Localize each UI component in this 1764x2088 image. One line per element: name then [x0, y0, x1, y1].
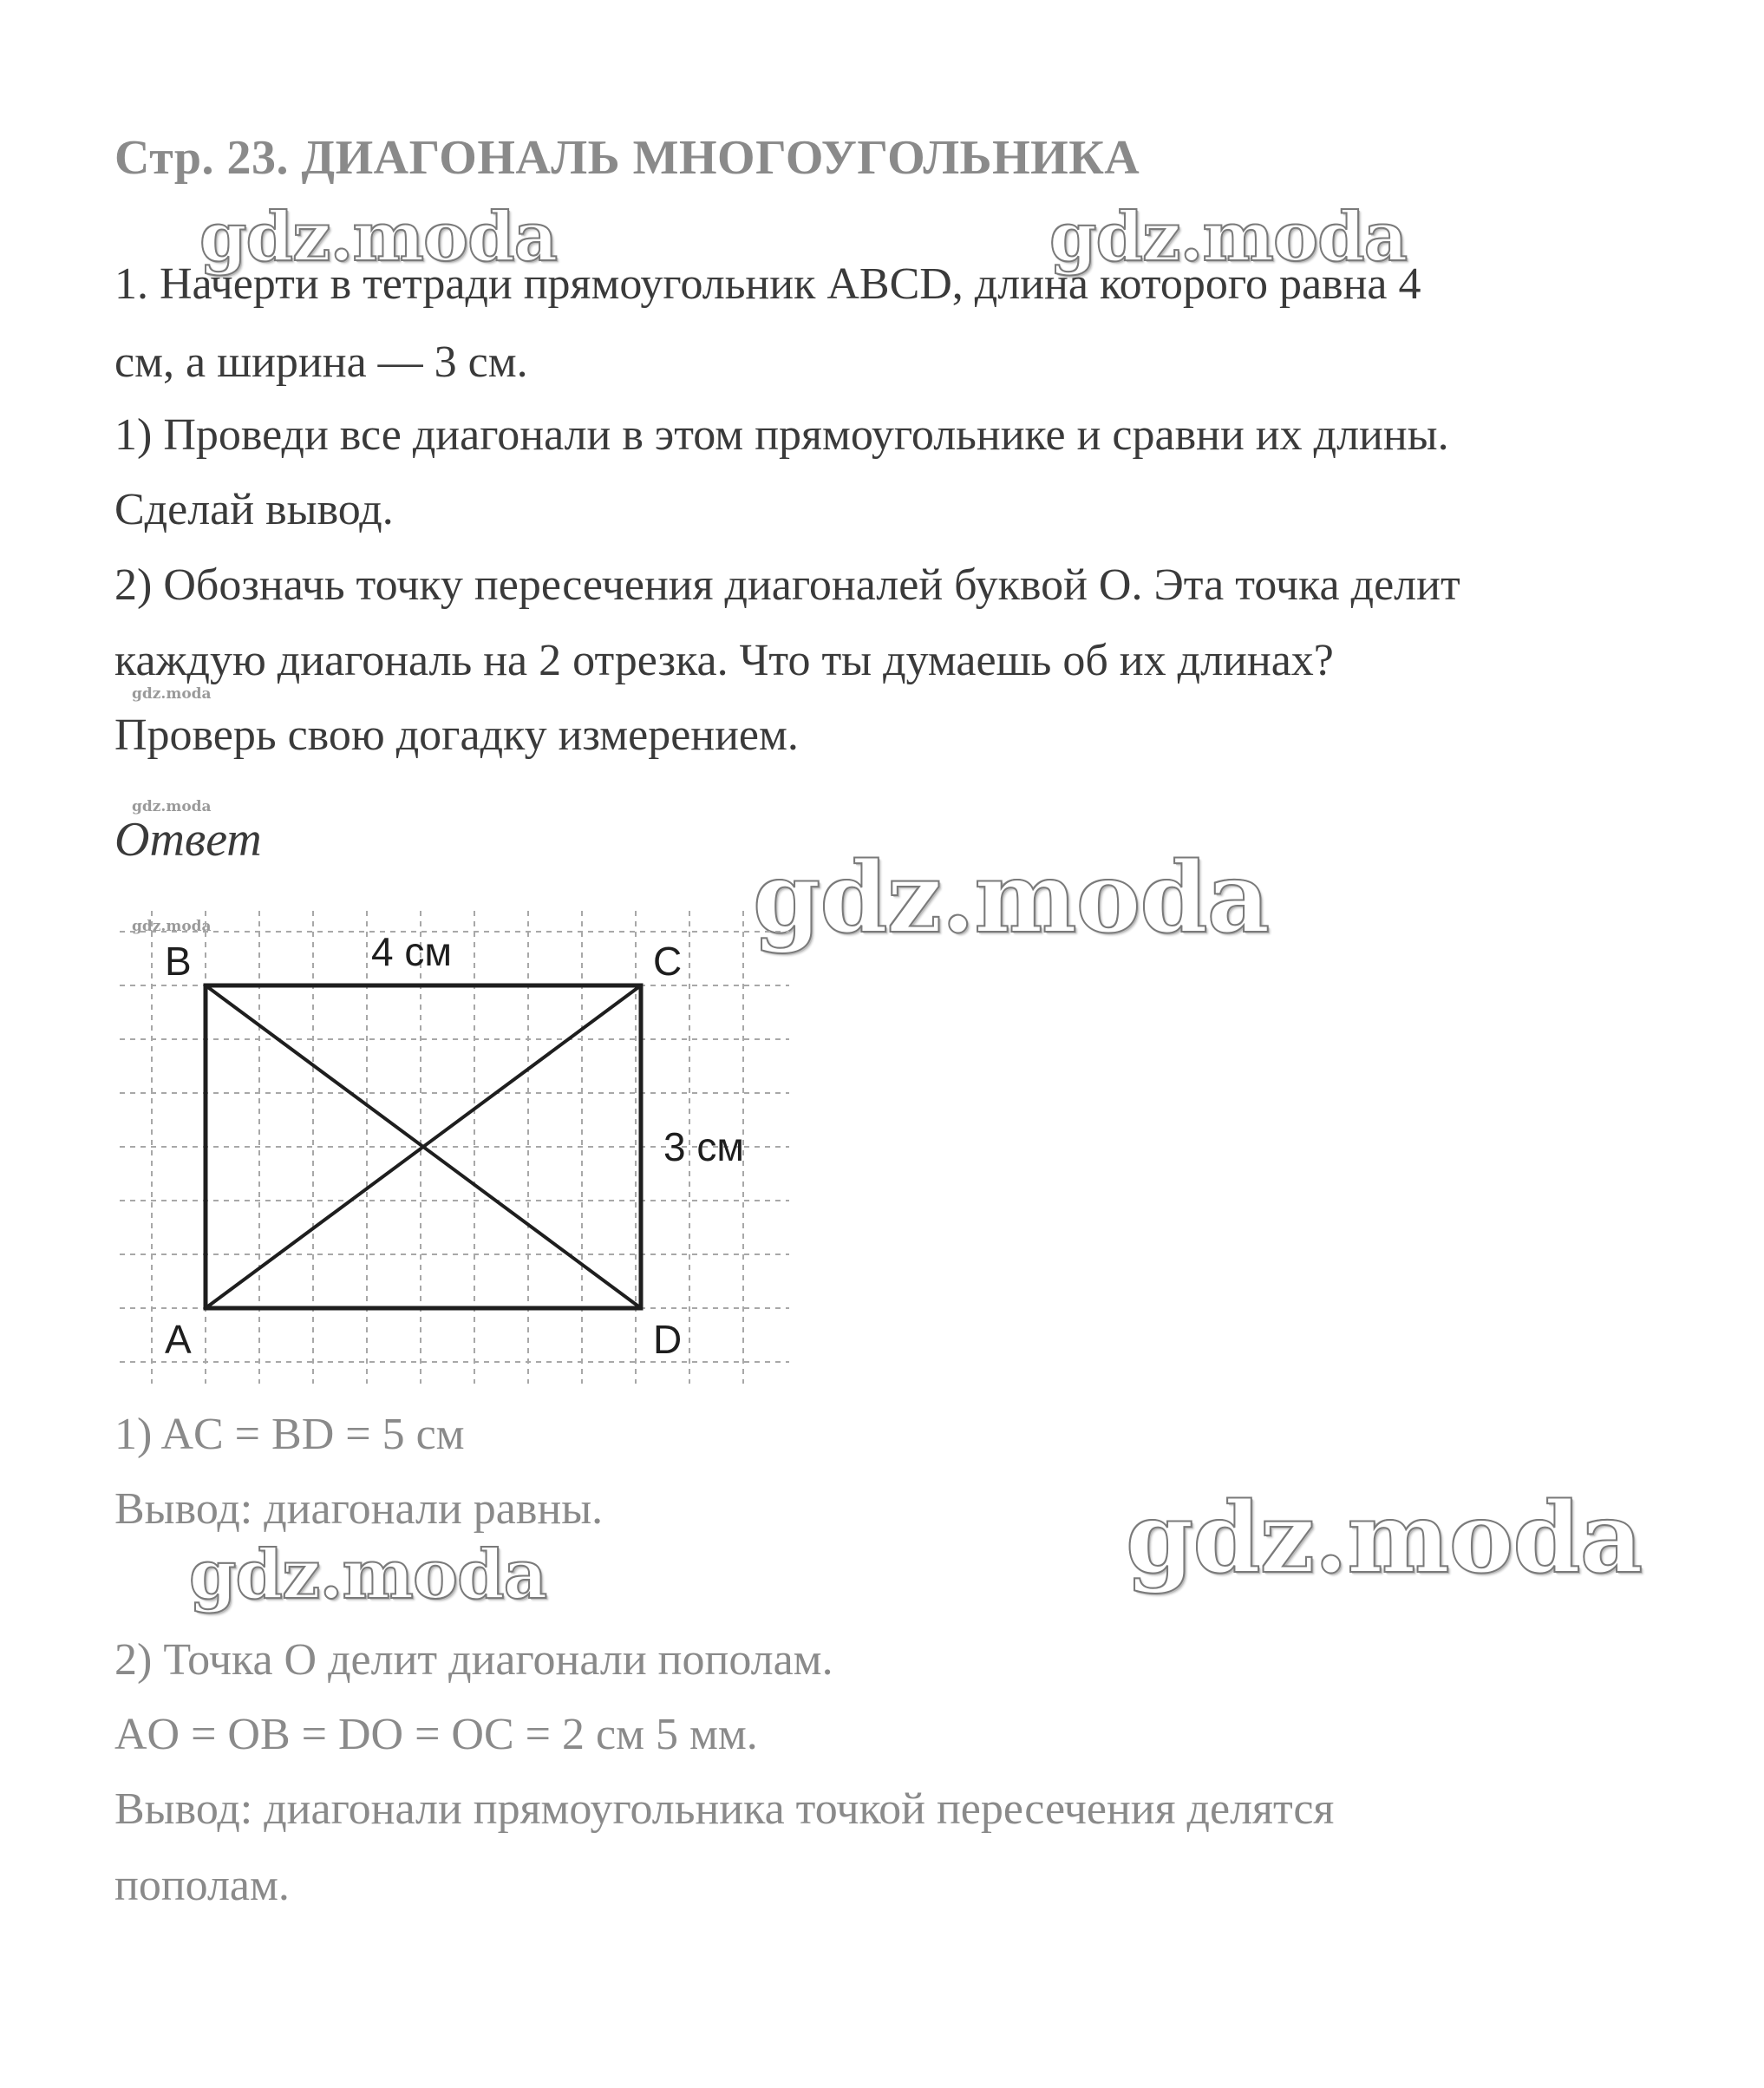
- vertex-label-d: D: [653, 1317, 683, 1362]
- task-line: 1) Проведи все диагонали в этом прямоугольнике и сравни их длины.: [114, 410, 1449, 460]
- watermark-small: gdz.moda: [132, 685, 212, 703]
- watermark: gdz.moda: [1049, 198, 1408, 277]
- task-line: Проверь свою догадку измерением.: [114, 710, 799, 760]
- answer-line: 1) AC = BD = 5 см: [114, 1410, 465, 1459]
- width-label: 3 см: [663, 1124, 744, 1169]
- task-line: 1. Начерти в тетради прямоугольник ABCD, длина которого равна 4: [114, 259, 1421, 309]
- answer-line: 2) Точка О делит диагонали пополам.: [114, 1635, 833, 1685]
- answer-label: Ответ: [114, 813, 262, 867]
- answer-line: Вывод: диагонали равны.: [114, 1484, 604, 1534]
- watermark: gdz.moda: [199, 198, 558, 277]
- watermark: gdz.moda: [189, 1535, 547, 1614]
- watermark: gdz.moda: [753, 841, 1270, 955]
- page-heading: Стр. 23. ДИАГОНАЛЬ МНОГОУГОЛЬНИКА: [114, 131, 1140, 185]
- task-line: Сделай вывод.: [114, 485, 394, 534]
- task-line: см, а ширина — 3 см.: [114, 337, 528, 387]
- task-line: 2) Обозначь точку пересечения диагоналей буквой О. Эта точка делит: [114, 560, 1460, 610]
- answer-line: пополам.: [114, 1861, 290, 1910]
- vertex-label-a: A: [165, 1317, 192, 1362]
- watermark-small: gdz.moda: [132, 798, 212, 815]
- vertex-label-c: C: [653, 939, 683, 984]
- watermark: gdz.moda: [1126, 1482, 1643, 1595]
- answer-line: Вывод: диагонали прямоугольника точкой пересечения делятся: [114, 1784, 1335, 1834]
- length-label: 4 см: [371, 929, 452, 974]
- vertex-label-b: B: [165, 939, 192, 984]
- watermark-small: gdz.moda: [132, 918, 212, 935]
- answer-line: AO = OB = DO = OC = 2 см 5 мм.: [114, 1710, 758, 1759]
- task-line: каждую диагональ на 2 отрезка. Что ты думаешь об их длинах?: [114, 636, 1334, 685]
